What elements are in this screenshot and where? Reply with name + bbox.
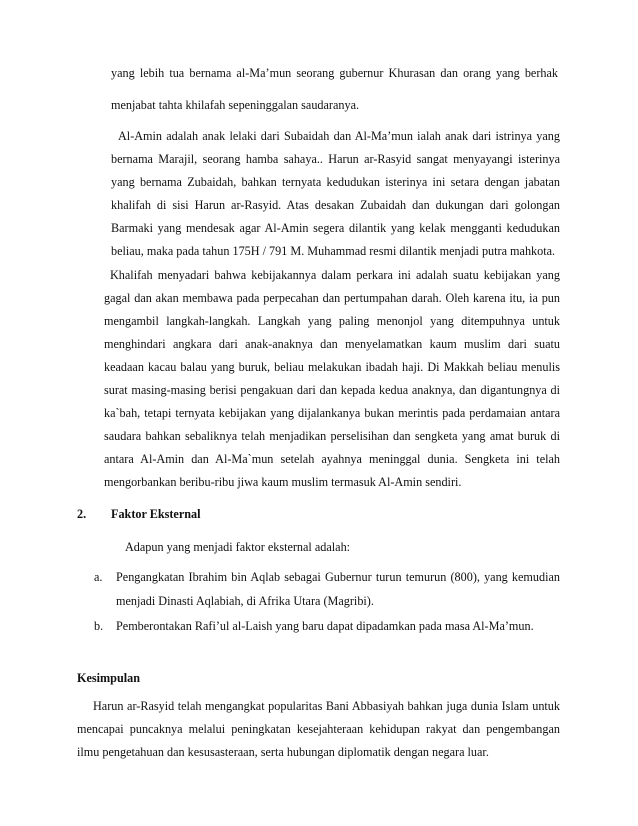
para2-line-2: bernama Marajil, seorang hamba sahaya.. Harun ar-Rasyid sangat menyayangi isterinya [111, 152, 560, 166]
para3-line-6: surat masing-masing berisi pengakuan dari dan kepada kedua anaknya, dan digantungnya di [104, 383, 560, 397]
para3-line-4: menghindari angkara dari anak-anaknya dan menyelamatkan kaum muslim dari suatu [104, 337, 560, 351]
kesimpulan-line-3: ilmu pengetahuan dan kesusasteraan, serta hubungan diplomatik dengan negara luar. [77, 745, 489, 759]
kesimpulan-heading: Kesimpulan [77, 671, 140, 685]
para1-line-1: yang lebih tua bernama al-Ma’mun seorang gubernur Khurasan dan orang yang berhak [111, 66, 558, 80]
para3-line-2: gagal dan akan membawa pada perpecahan dan pertumpahan darah. Oleh karena itu, ia pun [104, 291, 560, 305]
para2-line-5: Barmaki yang mendesak agar Al-Amin segera dilantik yang kelak mengganti kedudukan [111, 221, 560, 235]
para1-line-2: menjabat tahta khilafah sepeninggalan saudaranya. [111, 98, 360, 112]
list-item-b-line-1: Pemberontakan Rafi’ul al-Laish yang baru dapat dipadamkan pada masa Al-Ma’mun. [116, 619, 534, 633]
list-marker-b: b. [94, 619, 104, 633]
kesimpulan-line-1: Harun ar-Rasyid telah mengangkat popularitas Bani Abbasiyah bahkan juga dunia Islam untuk [93, 699, 560, 713]
para2-line-1: Al-Amin adalah anak lelaki dari Subaidah dan Al-Ma’mun ialah anak dari istrinya yang [118, 129, 560, 143]
section2-number: 2. [77, 507, 87, 521]
kesimpulan-line-2: mencapai puncaknya melalui peningkatan kesejahteraan kehidupan rakyat dan pengembangan [77, 722, 560, 736]
para2-line-6: beliau, maka pada tahun 175H / 791 M. Muhammad resmi dilantik menjadi putra mahkota. [111, 244, 556, 258]
list-item-a-line-1: Pengangkatan Ibrahim bin Aqlab sebagai Gubernur turun temurun (800), yang kemudian [116, 570, 560, 584]
para3-line-10: mengorbankan beribu-ribu jiwa kaum muslim termasuk Al-Amin sendiri. [104, 475, 462, 489]
section2-intro: Adapun yang menjadi faktor eksternal adalah: [125, 540, 351, 554]
para3-line-5: keadaan kacau balau yang buruk, beliau melakukan ibadah haji. Di Makkah beliau menulis [104, 360, 560, 374]
para3-line-8: saudara bahkan sebaliknya telah menjadikan perselisihan dan sengketa yang amat buruk di [104, 429, 560, 443]
para3-line-9: antara Al-Amin dan Al-Ma`mun setelah ayahnya meninggal dunia. Sengketa ini telah [104, 452, 560, 466]
para3-line-7: ka`bah, tetapi ternyata kebijakan yang dijalankanya bukan merintis pada perdamaian antara [104, 406, 560, 420]
para2-line-3: yang bernama Zubaidah, bahkan ternyata kedudukan isterinya ini setara dengan jabatan [111, 175, 560, 189]
para3-line-3: mengambil langkah-langkah. Langkah yang paling menonjol yang ditempuhnya untuk [104, 314, 560, 328]
list-item-a-line-2: menjadi Dinasti Aqlabiah, di Afrika Utara (Magribi). [116, 594, 374, 608]
para2-line-4: khalifah di sisi Harun ar-Rasyid. Atas desakan Zubaidah dan dukungan dari golongan [111, 198, 560, 212]
section2-title: Faktor Eksternal [111, 507, 201, 521]
list-marker-a: a. [94, 570, 103, 584]
para3-line-1: Khalifah menyadari bahwa kebijakannya dalam perkara ini adalah suatu kebijakan yang [110, 268, 560, 282]
